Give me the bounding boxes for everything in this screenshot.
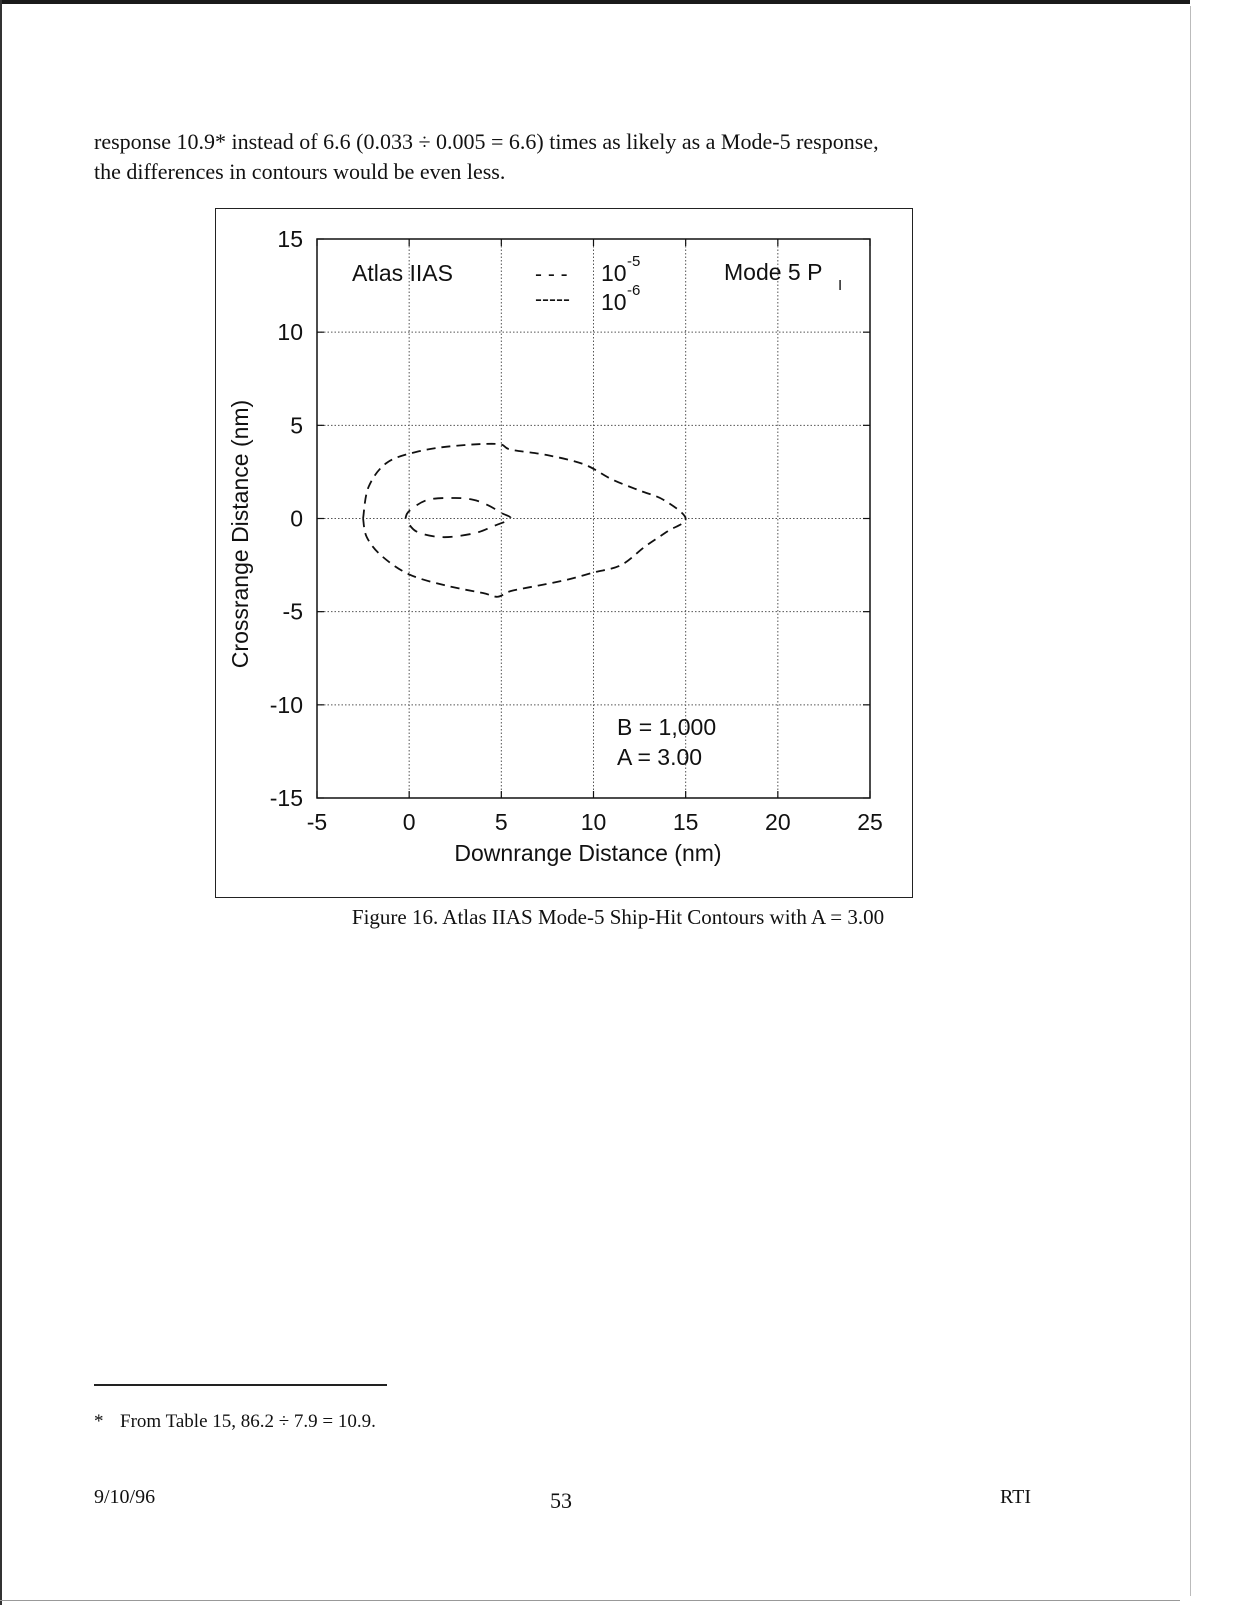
y-tick-label: 5: [290, 412, 303, 439]
footer-date: 9/10/96: [94, 1486, 156, 1508]
chart-grid: [317, 239, 870, 798]
mode-label-subscript: I: [838, 277, 843, 294]
footnote-text: From Table 15, 86.2 ÷ 7.9 = 10.9.: [120, 1411, 376, 1432]
x-tick-label: 25: [857, 809, 883, 835]
y-tick-label: 15: [277, 226, 303, 252]
annotation-b: B = 1,000: [617, 714, 717, 740]
legend-label-1-exp: -5: [627, 253, 641, 270]
y-tick-label: 10: [277, 319, 303, 346]
body-paragraph: [94, 127, 1074, 187]
legend: [535, 253, 640, 315]
contour-series-1e-5: [363, 444, 686, 597]
body-line-2: the differences in contours would be even less.: [94, 159, 506, 184]
chart-series: [363, 444, 686, 597]
x-tick-label: 10: [580, 809, 607, 835]
legend-label-2-exp: -6: [627, 282, 641, 299]
legend-line-2: -----: [535, 288, 570, 311]
legend-label-1-base: 10: [601, 260, 627, 286]
x-tick-label: -5: [306, 809, 328, 835]
y-axis-label: Crossrange Distance (nm): [227, 399, 253, 669]
legend-label-2-base: 10: [601, 289, 627, 315]
mode-label: [724, 259, 842, 294]
bottom-page-edge: [0, 1600, 1180, 1601]
x-tick-label: 0: [402, 809, 416, 835]
footer-organization: RTI: [1000, 1486, 1032, 1508]
left-page-edge: [0, 0, 2, 1605]
y-tick-label: 0: [290, 505, 303, 532]
y-tick-label: -5: [282, 598, 303, 625]
right-page-edge: [1190, 6, 1191, 1596]
footnote-mark: *: [94, 1411, 104, 1432]
chart-title: Atlas IIAS: [352, 260, 453, 286]
annotation-a: A = 3.00: [617, 744, 703, 770]
legend-line-1: - - -: [535, 263, 568, 286]
figure-caption-text: Figure 16. Atlas IIAS Mode-5 Ship-Hit Contours with A = 3.00: [351, 905, 885, 929]
figure-caption: [0, 905, 1240, 930]
x-tick-label: 20: [765, 809, 791, 835]
chart-ticks: [270, 226, 883, 835]
body-line-1: response 10.9* instead of 6.6 (0.033 ÷ 0.005 = 6.6) times as likely as a Mode-5 response,: [94, 129, 879, 154]
mode-label-base: Mode 5 P: [724, 259, 823, 285]
figure-frame: [215, 208, 913, 898]
x-tick-label: 5: [494, 809, 508, 835]
x-axis-label: Downrange Distance (nm): [454, 840, 722, 866]
contour-chart: [216, 209, 911, 896]
y-tick-label: -10: [269, 691, 303, 718]
top-page-rule: [0, 0, 1190, 4]
footnote: [94, 1411, 376, 1433]
footnote-rule: [94, 1384, 387, 1386]
x-tick-label: 15: [672, 809, 699, 835]
contour-series-1e-6: [405, 498, 510, 537]
y-tick-label: -15: [269, 785, 303, 811]
footer-page-number: 53: [550, 1488, 572, 1513]
